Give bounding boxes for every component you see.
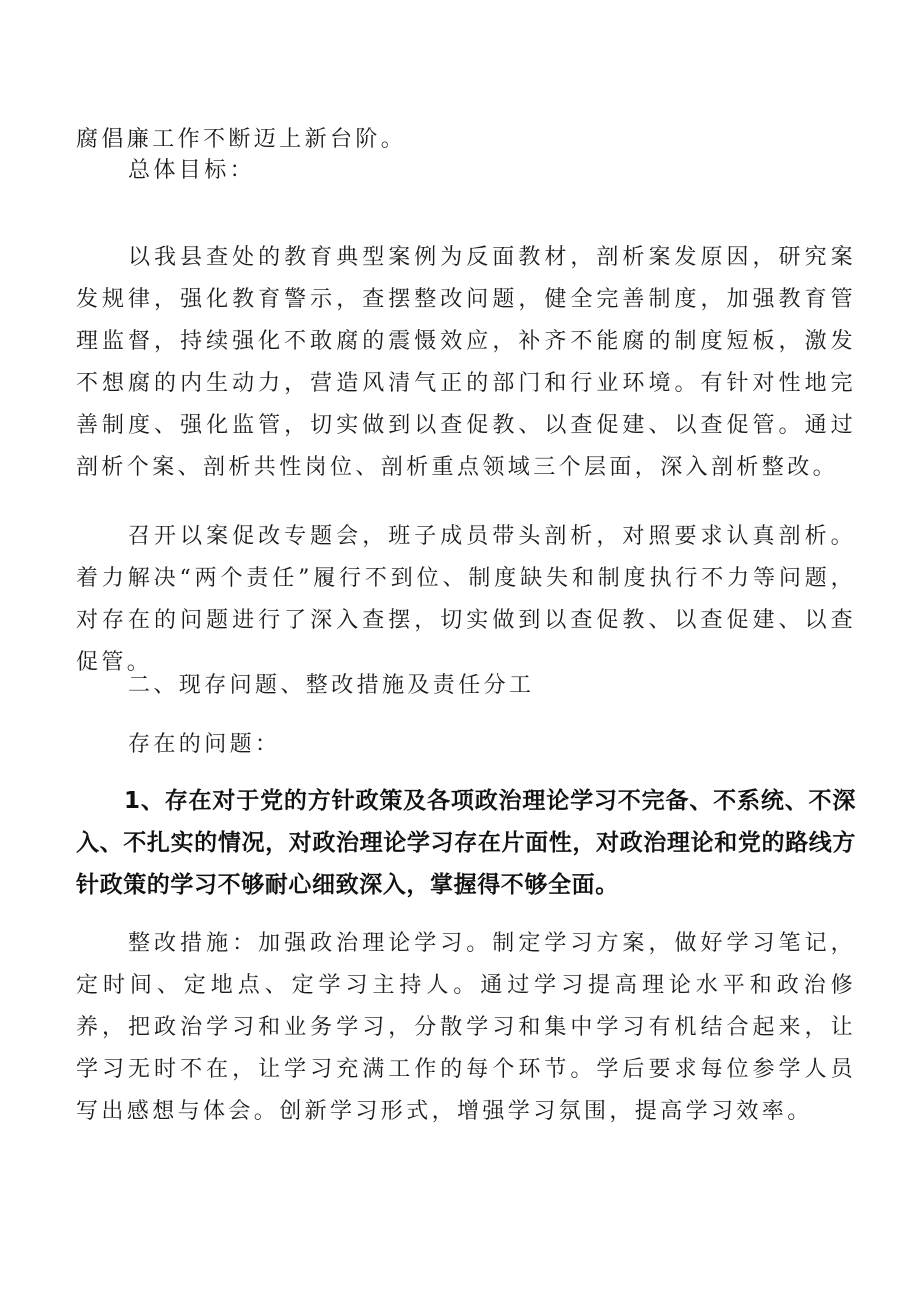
paragraph-problem-1: 1、存在对于党的方针政策及各项政治理论学习不完备、不系统、不深入、不扎实的情况，对政治理论学习存在片面性，对政治理论和党的路线方针政策的学习不够耐心细致深入，掌握得不够全面。 [76,788,856,898]
paragraph-overall-goal-body: 以我县查处的教育典型案例为反面教材，剖析案发原因，研究案发规律，强化教育警示，查摆整改问题，健全完善制度，加强教育管理监督，持续强化不敢腐的震慑效应，补齐不能腐的制度短板，激发不想腐的内生动力，营造风清气正的部门和行业环境。有针对性地完善制度、强化监管，切实做到以查促教、以查促建、以查促管。通过剖析个案、剖析共性岗位、剖析重点领域三个层面，深入剖析整改。 [76,245,856,480]
paragraph-special-meeting: 召开以案促改专题会，班子成员带头剖析，对照要求认真剖析。着力解决“两个责任”履行不到位、制度缺失和制度执行不力等问题，对存在的问题进行了深入查摆，切实做到以查促教、以查促建、以查促管。 [76,524,856,675]
paragraph-rectification-measures: 整改措施：加强政治理论学习。制定学习方案，做好学习笔记，定时间、定地点、定学习主持人。通过学习提高理论水平和政治修养，把政治学习和业务学习，分散学习和集中学习有机结合起来，让学习无时不在，让学习充满工作的每个环节。学后要求每位参学人员写出感想与体会。创新学习形式，增强学习氛围，提高学习效率。 [76,931,856,1124]
paragraph-continuation: 腐倡廉工作不断迈上新台阶。 [76,127,407,152]
paragraph-existing-problems-heading: 存在的问题： [128,732,281,757]
section-heading-problems-measures: 二、现存问题、整改措施及责任分工 [128,673,535,698]
paragraph-overall-goal-heading: 总体目标： [128,158,256,183]
